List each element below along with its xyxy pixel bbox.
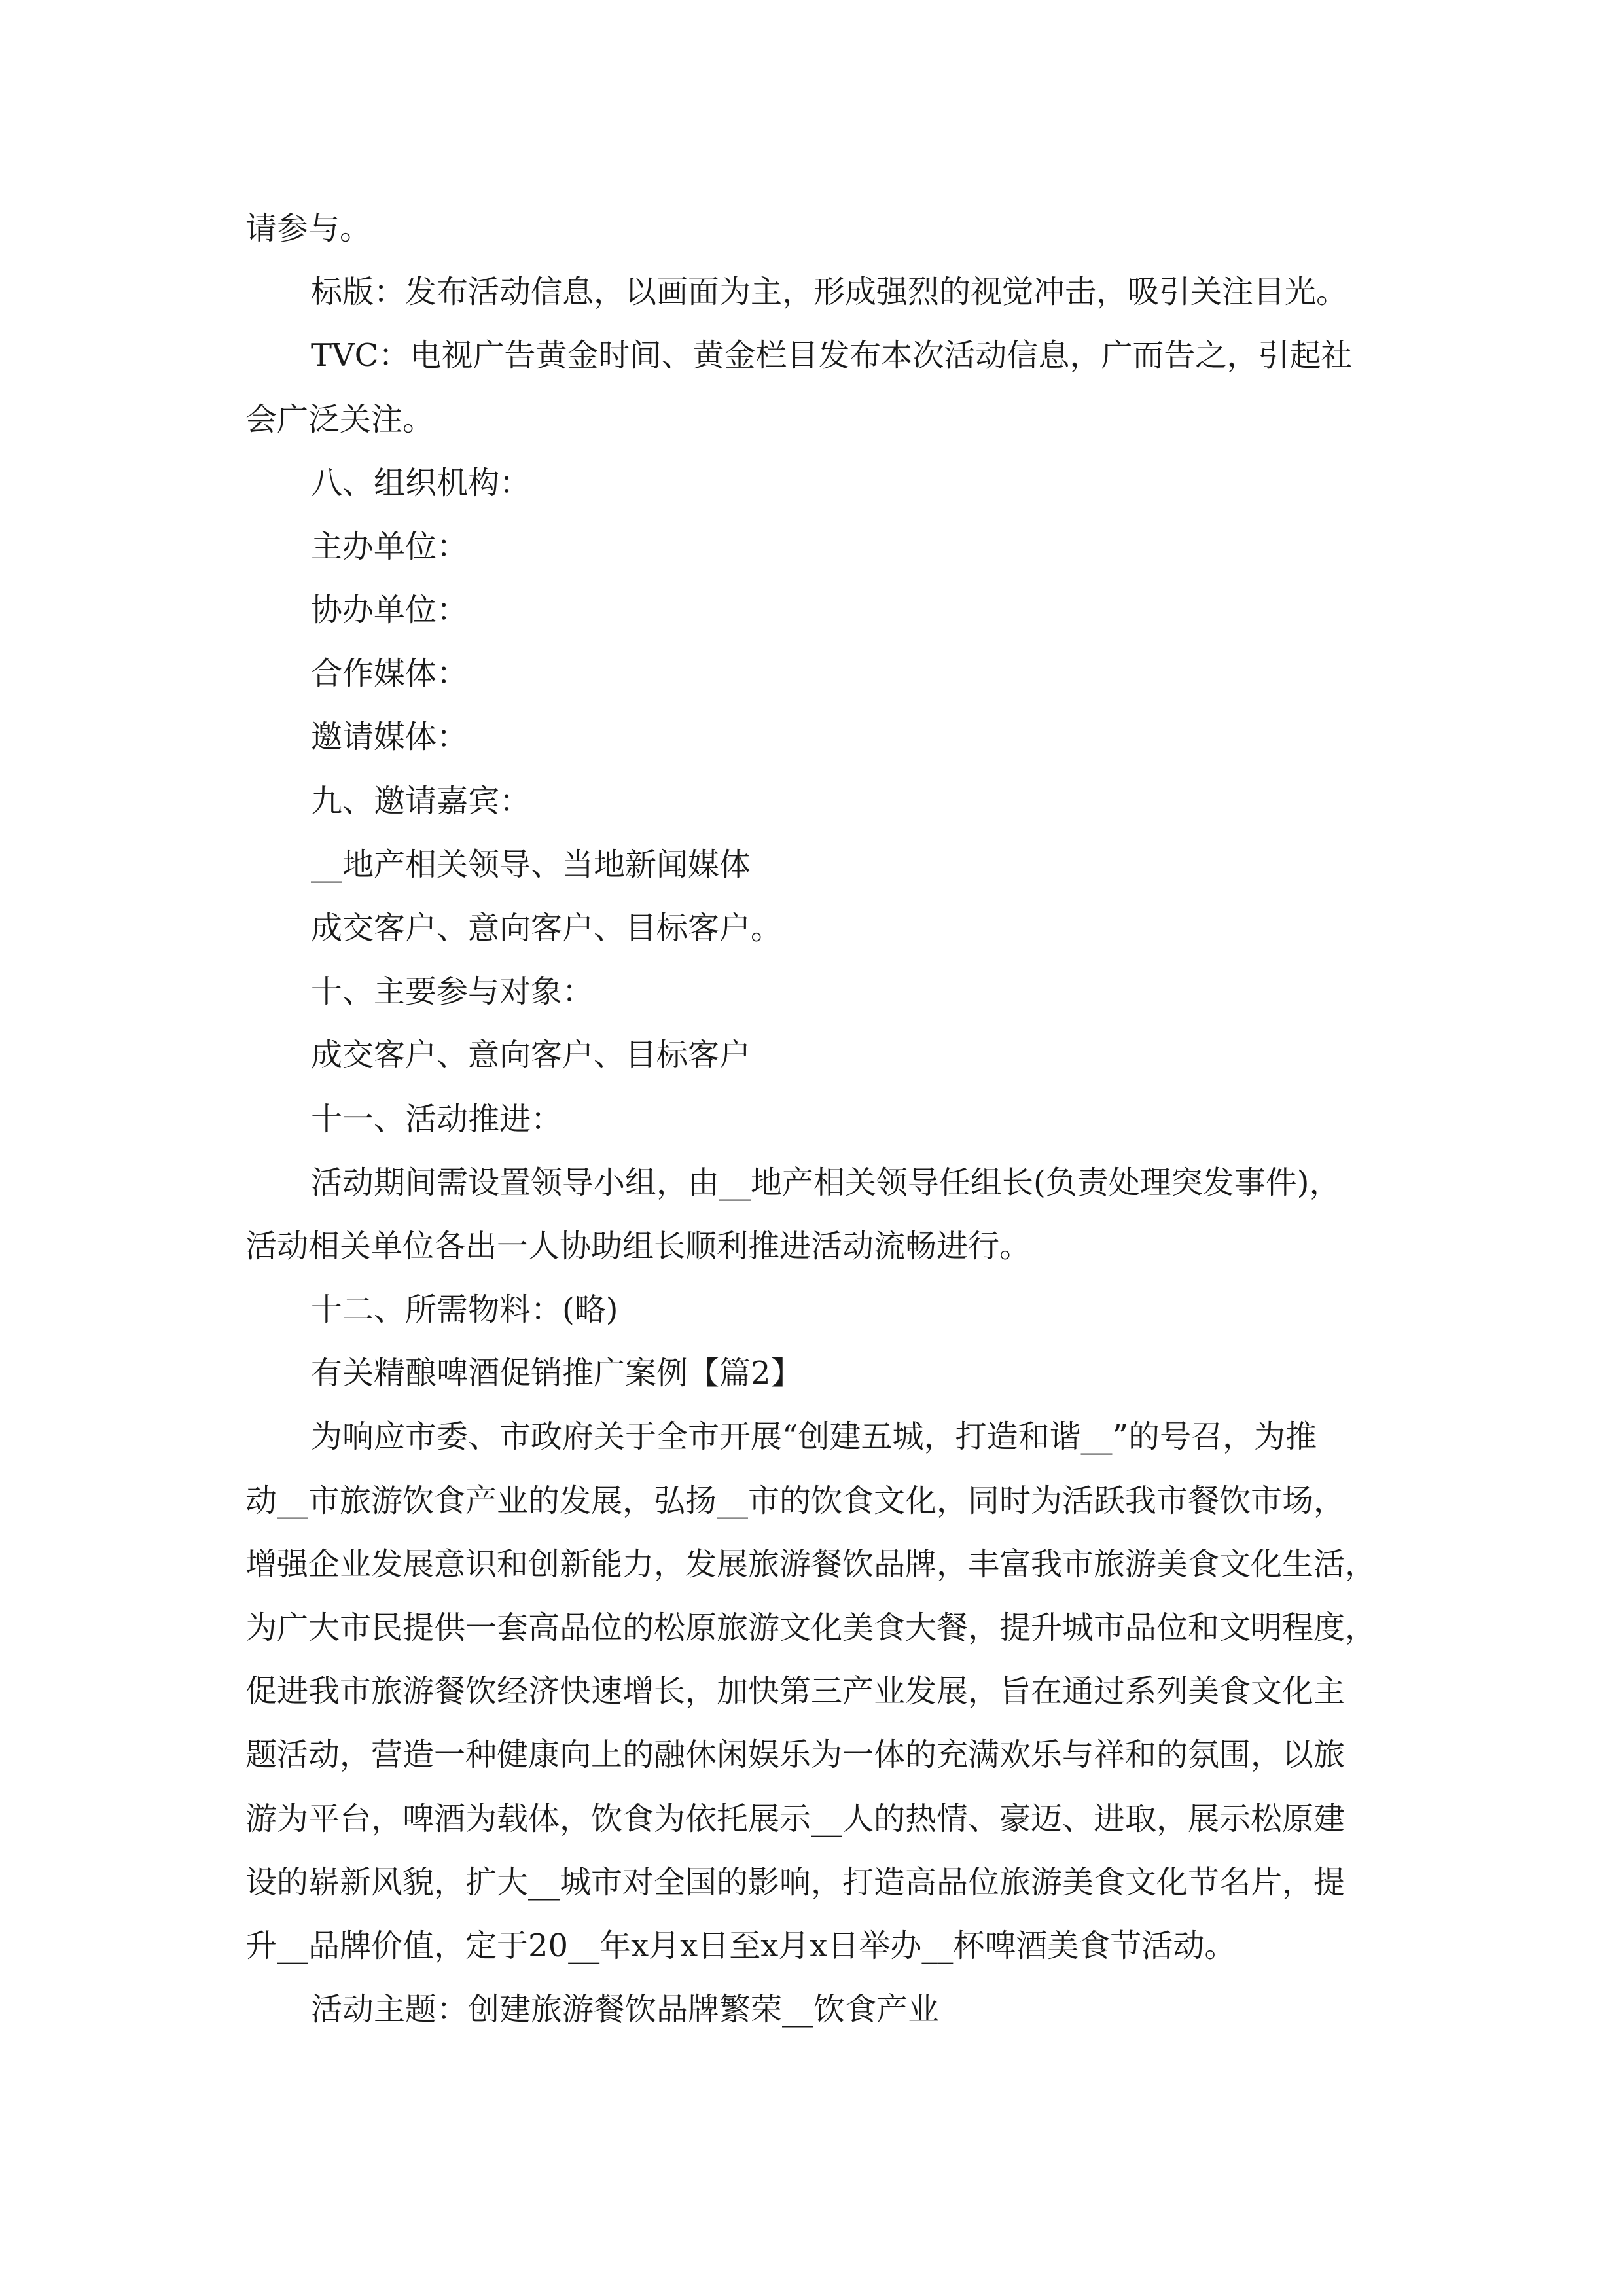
section-heading: 十一、活动推进：	[311, 1101, 563, 1138]
text-line: 主办单位：	[311, 528, 469, 565]
text-line: __地产相关领导、当地新闻媒体	[311, 846, 751, 883]
section-heading: 八、组织机构：	[311, 465, 531, 501]
text-line: 动__市旅游饮食产业的发展，弘扬__市的饮食文化，同时为活跃我市餐饮市场，	[245, 1482, 1346, 1519]
text-line: 标版：发布活动信息，以画面为主，形成强烈的视觉冲击，吸引关注目光。	[311, 274, 1348, 310]
text-line: 活动期间需设置领导小组，由__地产相关领导任组长(负责处理突发事件)，	[311, 1164, 1341, 1201]
text-line: 促进我市旅游餐饮经济快速增长，加快第三产业发展，旨在通过系列美食文化主	[245, 1673, 1346, 1710]
text-line: 为广大市民提供一套高品位的松原旅游文化美食大餐，提升城市品位和文明程度，	[245, 1609, 1377, 1646]
text-line: 设的崭新风貌，扩大__城市对全国的影响，打造高品位旅游美食文化节名片，提	[245, 1864, 1346, 1901]
text-line: 请参与。	[245, 210, 372, 247]
text-line: 活动主题：创建旅游餐饮品牌繁荣__饮食产业	[311, 1991, 940, 2028]
text-line: 会广泛关注。	[245, 401, 435, 438]
text-line: 游为平台，啤酒为载体，饮食为依托展示__人的热情、豪迈、进取，展示松原建	[245, 1801, 1346, 1837]
text-line: 题活动，营造一种健康向上的融休闲娱乐为一体的充满欢乐与祥和的氛围，以旅	[245, 1736, 1346, 1773]
article-title: 有关精酿啤酒促销推广案例【篇2】	[311, 1355, 802, 1391]
text-line: 成交客户、意向客户、目标客户	[311, 1037, 751, 1073]
text-line: 成交客户、意向客户、目标客户。	[311, 910, 783, 946]
text-line: 升__品牌价值，定于20__年x月x日至x月x日举办__杯啤酒美食节活动。	[245, 1928, 1236, 1964]
text-line: 增强企业发展意识和创新能力，发展旅游餐饮品牌，丰富我市旅游美食文化生活，	[245, 1546, 1377, 1583]
text-line: 协办单位：	[311, 592, 469, 628]
text-line: 邀请媒体：	[311, 719, 469, 755]
text-line: TVC：电视广告黄金时间、黄金栏目发布本次活动信息，广而告之，引起社	[311, 337, 1353, 374]
text-line: 活动相关单位各出一人协助组长顺利推进活动流畅进行。	[245, 1228, 1031, 1265]
section-heading: 十二、所需物料：(略)	[311, 1291, 618, 1328]
section-heading: 十、主要参与对象：	[311, 973, 594, 1010]
text-line: 为响应市委、市政府关于全市开展“创建五城，打造和谐__”的号召，为推	[311, 1418, 1317, 1455]
text-line: 合作媒体：	[311, 655, 469, 692]
section-heading: 九、邀请嘉宾：	[311, 783, 531, 819]
